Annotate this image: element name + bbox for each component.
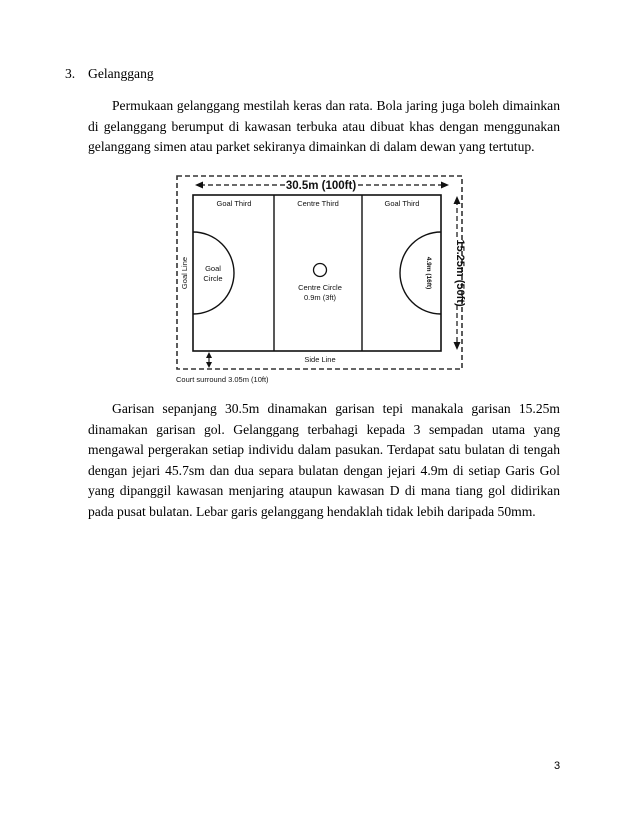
arrow-bottom-head [454, 342, 461, 350]
arrow-top-head [454, 196, 461, 204]
width-label: 15.25m (50ft) [454, 239, 466, 307]
third-label-right: Goal Third [384, 199, 420, 208]
goal-circle-right [400, 232, 441, 314]
third-label-left: Goal Third [216, 199, 252, 208]
surround-label: Court surround 3.05m (10ft) [176, 375, 269, 384]
goal-line-label: Goal Line [180, 256, 189, 290]
radius-label: 4.9m (16ft) [425, 256, 432, 290]
court-boundary [193, 195, 441, 351]
length-label: 30.5m (100ft) [285, 180, 357, 192]
section-number: 3. [65, 66, 76, 81]
arrow-right-head [441, 182, 449, 189]
surround-arrow-up [206, 352, 212, 358]
section-title: Gelanggang [88, 66, 154, 81]
netball-court-diagram [168, 168, 470, 390]
goal-circle-left [193, 232, 234, 314]
third-label-centre: Centre Third [297, 199, 339, 208]
section-heading [65, 66, 154, 82]
page-number: 3 [554, 760, 561, 772]
goal-circle-label-1: Goal [205, 264, 221, 273]
goal-circle-label-2: Circle [203, 274, 223, 283]
centre-circle [314, 264, 327, 277]
centre-circle-label-1: Centre Circle [298, 283, 342, 292]
paragraph-2-text: Garisan sepanjang 30.5m dinamakan garisan tepi manakala garisan 15.25m dinamakan garisan gol. Gelanggang terbahagi kepada 3 sempadan utama yang mengawal pergerakan setiap individu dalam pasukan. Terdapat satu bulatan di tengah dengan jejari 45.7sm dan dua separa bulatan dengan jejari 4.9m di setiap Garis Gol yang dipanggil kawasan menjaring ataupun kawasan D di mana tiang gol didirikan pada pusat bulatan. Lebar garis gelanggang hendaklah tidak lebih daripada 50mm. [88, 401, 560, 519]
paragraph-1 [88, 96, 560, 158]
paragraph-2 [88, 399, 560, 522]
paragraph-1-text: Permukaan gelanggang mestilah keras dan rata. Bola jaring juga boleh dimainkan di gelanggang berumput di kawasan terbuka atau dibuat khas dengan menggunakan gelanggang simen atau parket sekiranya dimainkan di dalam dewan yang tertutup. [88, 98, 560, 154]
side-line-label: Side Line [304, 355, 336, 364]
surround-arrow-down [206, 362, 212, 368]
centre-circle-label-2: 0.9m (3ft) [303, 293, 337, 302]
arrow-left-head [195, 182, 203, 189]
